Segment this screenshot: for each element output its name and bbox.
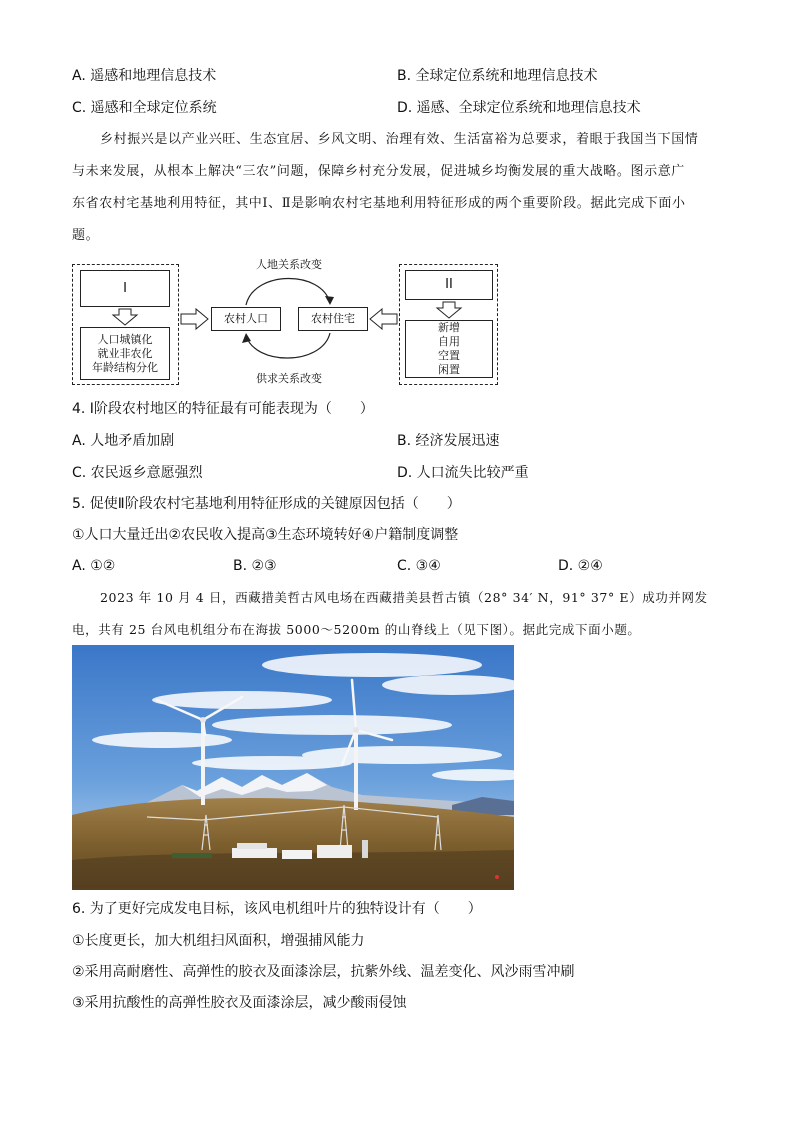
question-5-stem: 5. 促使Ⅱ阶段农村宅基地利用特征形成的关键原因包括（ ） — [72, 496, 461, 512]
stage2-features-box — [405, 320, 493, 378]
stage2-item: 新增 — [438, 321, 460, 334]
left-arrow-icon — [370, 309, 397, 329]
stage1-box: I — [80, 270, 170, 307]
question-5-statements: ①人口大量迁出②农民收入提高③生态环境转好④户籍制度调整 — [72, 527, 459, 543]
stage2-item: 自用 — [438, 335, 460, 348]
question-4-stem: 4. Ⅰ阶段农村地区的特征最有可能表现为（ ） — [72, 401, 374, 417]
rural-population-box: 农村人口 — [211, 307, 281, 331]
passage-line: 与未来发展，从根本上解决“三农”问题，保障乡村充分发展，促进城乡均衡发展的重大战略。图示意广 — [72, 164, 685, 179]
right-arrow-icon — [181, 309, 208, 329]
arrowhead-icon — [242, 333, 251, 343]
top-cycle-label: 人地关系改变 — [256, 258, 322, 271]
passage-line: 电，共有 25 台风电机组分布在海拔 5000～5200m 的山脊线上（见下图）。据此完成下面小题。 — [72, 622, 641, 637]
passage-line: 东省农村宅基地利用特征，其中Ⅰ、Ⅱ是影响农村宅基地利用特征形成的两个重要阶段。据此完成下面小 — [72, 196, 686, 211]
stage1-item: 年龄结构分化 — [92, 360, 158, 374]
option-a: A. ①② — [72, 558, 116, 574]
option-a: A. 遥感和地理信息技术 — [72, 68, 217, 84]
stage2-item: 闲置 — [438, 363, 460, 376]
option-b: B. ②③ — [233, 558, 277, 574]
option-d: D. ②④ — [558, 558, 603, 574]
question-6-statement-1: ①长度更长，加大机组扫风面积，增强捕风能力 — [72, 933, 365, 949]
option-c: C. ③④ — [397, 558, 441, 574]
stage2-box: II — [405, 270, 493, 300]
option-b: B. 全球定位系统和地理信息技术 — [397, 68, 598, 84]
passage-line: 2023 年 10 月 4 日，西藏措美哲古风电场在西藏措美县哲古镇（28° 34′ N，91° 37° E）成功并网发 — [100, 590, 708, 605]
passage-line: 乡村振兴是以产业兴旺、生态宜居、乡风文明、治理有效、生活富裕为总要求，着眼于我国当下国情 — [100, 132, 699, 147]
stage1-features-box — [80, 327, 170, 380]
passage-wind-farm — [72, 582, 722, 646]
cycle-arc-bottom — [246, 333, 330, 358]
cycle-arc-top — [246, 278, 330, 305]
option-d: D. 遥感、全球定位系统和地理信息技术 — [397, 100, 641, 116]
question-6-statement-3: ③采用抗酸性的高弹性胶衣及面漆涂层，减少酸雨侵蚀 — [72, 995, 407, 1011]
option-a: A. 人地矛盾加剧 — [72, 433, 175, 449]
option-d: D. 人口流失比较严重 — [397, 465, 529, 481]
wind-farm-photo — [72, 645, 514, 890]
option-c: C. 农民返乡意愿强烈 — [72, 465, 203, 481]
stage1-item: 就业非农化 — [97, 346, 153, 360]
question-6-stem: 6. 为了更好完成发电目标，该风电机组叶片的独特设计有（ ） — [72, 901, 482, 917]
passage-line: 题。 — [72, 228, 100, 243]
bottom-cycle-label: 供求关系改变 — [256, 372, 322, 385]
option-b: B. 经济发展迅速 — [397, 433, 500, 449]
question-6-statement-2: ②采用高耐磨性、高弹性的胶衣及面漆涂层，抗紫外线、温差变化、风沙雨雪冲刷 — [72, 964, 575, 980]
stage1-item: 人口城镇化 — [97, 332, 153, 346]
option-c: C. 遥感和全球定位系统 — [72, 100, 217, 116]
passage-rural-revitalization — [72, 124, 722, 252]
rural-housing-box: 农村住宅 — [298, 307, 368, 331]
arrowhead-icon — [325, 296, 334, 305]
stage2-item: 空置 — [438, 349, 460, 362]
